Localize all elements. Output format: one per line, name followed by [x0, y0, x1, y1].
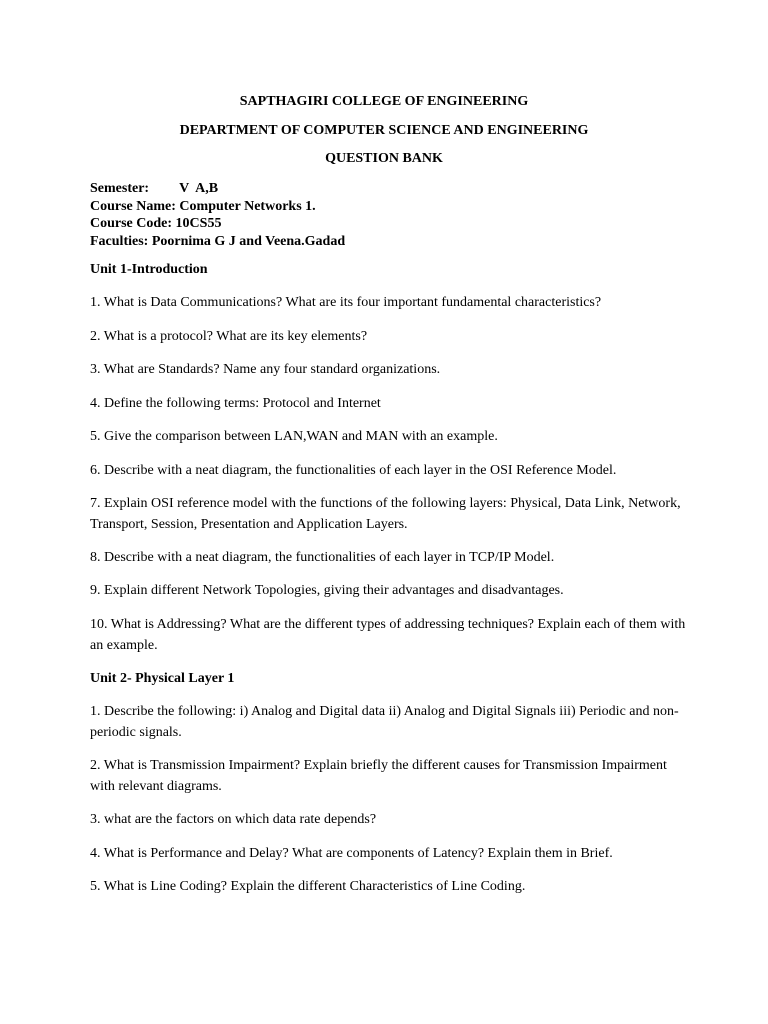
unit-1-question: 2. What is a protocol? What are its key elements?	[90, 329, 368, 344]
unit-2-question: 2. What is Transmission Impairment? Explain briefly the different causes for Transmission Impairment with relevant diagrams.	[90, 758, 667, 794]
unit-1-question: 6. Describe with a neat diagram, the functionalities of each layer in the OSI Reference Model.	[90, 463, 617, 478]
unit-2-question: 1. Describe the following: i) Analog and Digital data ii) Analog and Digital Signals iii) Periodic and non-periodic signals.	[90, 704, 679, 740]
unit-1-title: Unit 1-Introduction	[90, 262, 208, 277]
unit-1-question: 9. Explain different Network Topologies, giving their advantages and disadvantages.	[90, 583, 564, 598]
course-details	[90, 180, 345, 250]
unit-2-question: 3. what are the factors on which data rate depends?	[90, 812, 377, 827]
unit-2-title: Unit 2- Physical Layer 1	[90, 671, 235, 686]
unit-1-question: 7. Explain OSI reference model with the functions of the following layers: Physical, Data Link, Network, Transport, Session, Presentation and Application Layers.	[90, 496, 681, 532]
semester-value: V A,B	[179, 181, 219, 196]
unit-1-question: 8. Describe with a neat diagram, the functionalities of each layer in TCP/IP Model.	[90, 550, 555, 565]
unit-1-question: 4. Define the following terms: Protocol and Internet	[90, 396, 381, 411]
unit-2-question: 4. What is Performance and Delay? What are components of Latency? Explain them in Brief.	[90, 846, 613, 861]
document-title: QUESTION BANK	[325, 151, 443, 166]
semester-label: Semester:	[90, 181, 150, 196]
faculties: Faculties: Poornima G J and Veena.Gadad	[90, 233, 346, 249]
unit-1-question: 5. Give the comparison between LAN,WAN and MAN with an example.	[90, 429, 498, 444]
course-code: Course Code: 10CS55	[90, 216, 222, 231]
course-name: Course Name: Computer Networks 1.	[90, 198, 316, 214]
college-name: SAPTHAGIRI COLLEGE OF ENGINEERING	[239, 94, 529, 109]
semester-line	[90, 180, 345, 198]
department-name: DEPARTMENT OF COMPUTER SCIENCE AND ENGINEERING	[179, 123, 589, 138]
unit-2-question: 5. What is Line Coding? Explain the different Characteristics of Line Coding.	[90, 879, 526, 894]
unit-1-question: 1. What is Data Communications? What are its four important fundamental characteristics?	[90, 295, 602, 310]
unit-1-question: 3. What are Standards? Name any four standard organizations.	[90, 362, 441, 377]
unit-1-question: 10. What is Addressing? What are the different types of addressing techniques? Explain each of them with an example.	[90, 617, 686, 653]
